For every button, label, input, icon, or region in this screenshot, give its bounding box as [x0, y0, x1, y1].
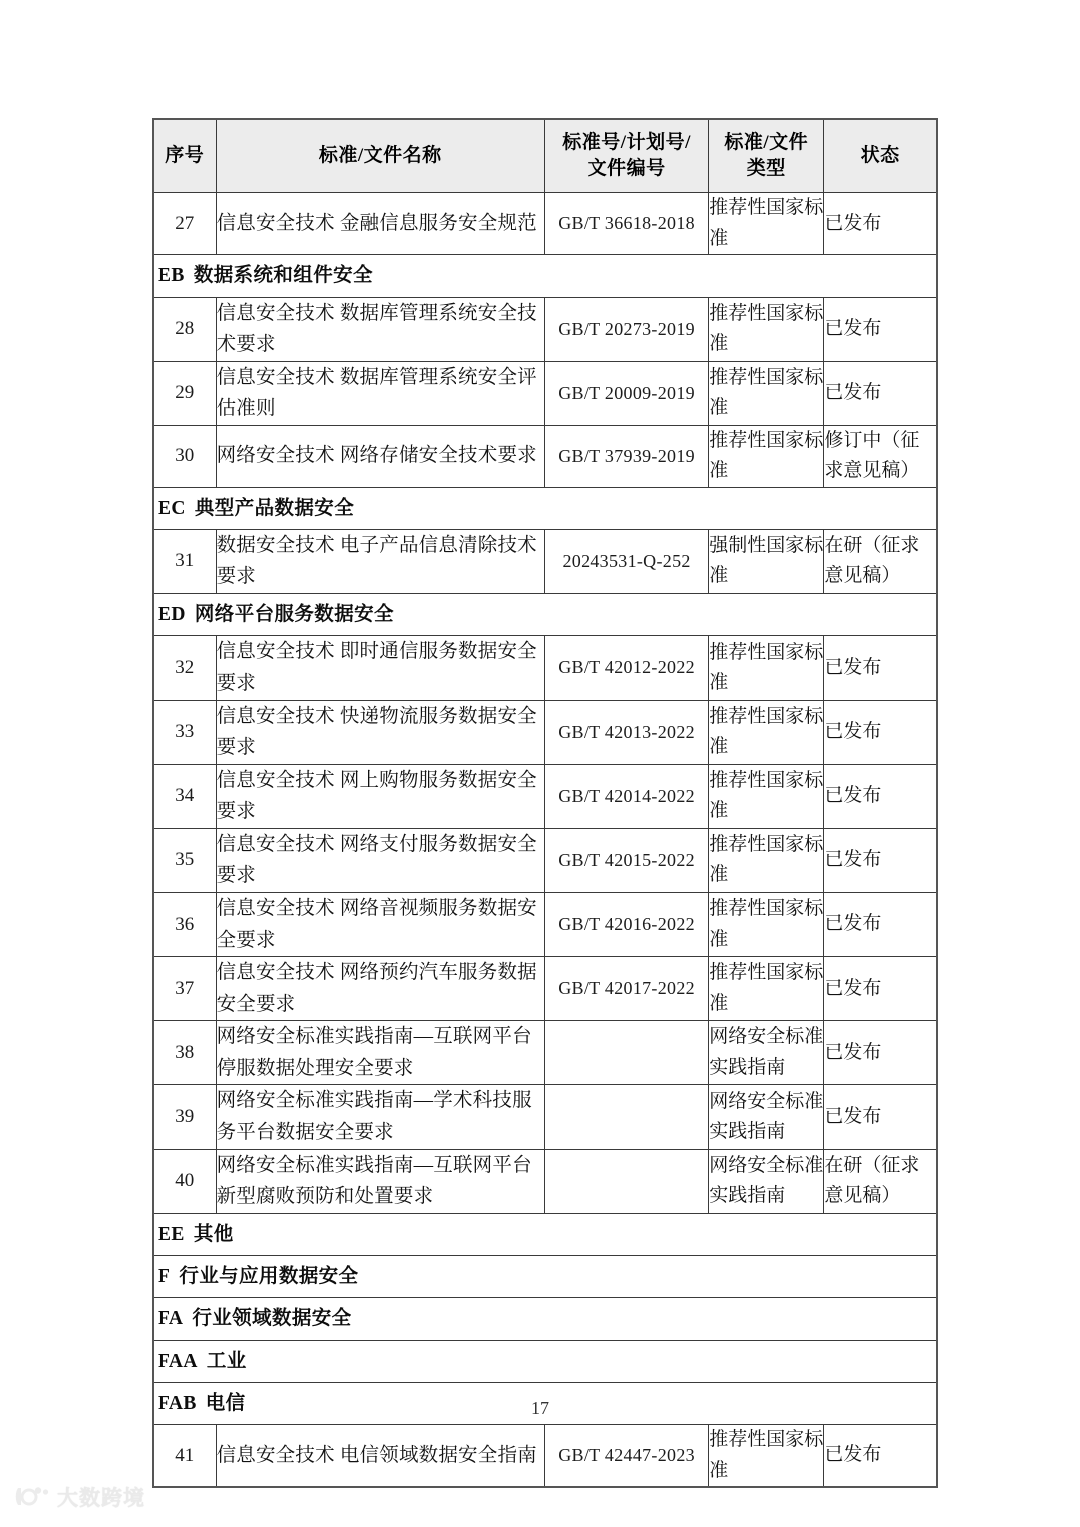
section-header-row: [153, 594, 937, 636]
cell-seq: 30: [153, 425, 216, 487]
cell-seq: 36: [153, 892, 216, 956]
cell-seq: 29: [153, 361, 216, 425]
standards-table: [152, 118, 938, 1488]
table-row: [153, 529, 937, 593]
cell-state: 已发布: [824, 892, 937, 956]
cell-state: 已发布: [824, 636, 937, 700]
cell-state: 已发布: [824, 764, 937, 828]
watermark-text: 大数跨境: [57, 1486, 145, 1510]
cell-type: 推荐性国家标准: [709, 636, 824, 700]
section-header-row: [153, 487, 937, 529]
table-row: [153, 425, 937, 487]
cell-state: 已发布: [824, 828, 937, 892]
cell-num: GB/T 42012-2022: [544, 636, 708, 700]
cell-type: 网络安全标准实践指南: [709, 1085, 824, 1149]
section-code: FAA: [158, 1350, 198, 1372]
section-title: 电信: [205, 1392, 246, 1414]
section-header-row: [153, 1256, 937, 1298]
cell-state: 已发布: [824, 361, 937, 425]
cell-seq: 32: [153, 636, 216, 700]
page-number: 17: [531, 1398, 549, 1418]
cell-state: 已发布: [824, 1021, 937, 1085]
cell-seq: 27: [153, 193, 216, 255]
cell-num: [544, 1149, 708, 1213]
cell-name: 信息安全技术 网络支付服务数据安全要求: [216, 828, 544, 892]
column-header-seq: 序号: [153, 119, 216, 193]
cell-name: 网络安全技术 网络存储安全技术要求: [216, 425, 544, 487]
cell-num: [544, 1085, 708, 1149]
cell-type: 推荐性国家标准: [709, 193, 824, 255]
section-code: ED: [158, 604, 186, 626]
cell-num: GB/T 42447-2023: [544, 1425, 708, 1487]
cell-name: 信息安全技术 网络音视频服务数据安全要求: [216, 892, 544, 956]
cell-name: 信息安全技术 网络预约汽车服务数据安全要求: [216, 957, 544, 1021]
cell-name: 信息安全技术 电信领域数据安全指南: [216, 1425, 544, 1487]
cell-name: 信息安全技术 快递物流服务数据安全要求: [216, 700, 544, 764]
cell-num: 20243531-Q-252: [544, 529, 708, 593]
cell-name: 信息安全技术 网上购物服务数据安全要求: [216, 764, 544, 828]
cell-state: 已发布: [824, 193, 937, 255]
cell-type: 网络安全标准实践指南: [709, 1021, 824, 1085]
cell-num: GB/T 20273-2019: [544, 297, 708, 361]
cell-state: 已发布: [824, 1425, 937, 1487]
table-row: [153, 700, 937, 764]
table-header-row: [153, 119, 937, 193]
cell-num: GB/T 37939-2019: [544, 425, 708, 487]
section-header-cell: [153, 1340, 937, 1382]
cell-seq: 41: [153, 1425, 216, 1487]
cell-type: 网络安全标准实践指南: [709, 1149, 824, 1213]
table-row: [153, 193, 937, 255]
cell-num: GB/T 42017-2022: [544, 957, 708, 1021]
section-header-row: [153, 1298, 937, 1340]
standards-table-body: [153, 119, 937, 1487]
table-row: [153, 764, 937, 828]
section-title: 行业领域数据安全: [192, 1308, 352, 1330]
table-row: [153, 361, 937, 425]
table-row: [153, 828, 937, 892]
section-header-cell: [153, 1256, 937, 1298]
standards-table-container: [152, 118, 938, 1488]
section-title: 其他: [193, 1223, 234, 1245]
cell-type: 推荐性国家标准: [709, 828, 824, 892]
cell-seq: 28: [153, 297, 216, 361]
section-code: FAB: [158, 1392, 197, 1414]
cell-seq: 40: [153, 1149, 216, 1213]
cell-seq: 35: [153, 828, 216, 892]
cell-type: 推荐性国家标准: [709, 957, 824, 1021]
section-code: EB: [158, 265, 185, 287]
cell-seq: 38: [153, 1021, 216, 1085]
cell-name: 信息安全技术 数据库管理系统安全评估准则: [216, 361, 544, 425]
section-code: EE: [158, 1223, 185, 1245]
table-row: [153, 1425, 937, 1487]
cell-type: 强制性国家标准: [709, 529, 824, 593]
cell-state: 已发布: [824, 297, 937, 361]
cell-type: 推荐性国家标准: [709, 700, 824, 764]
cell-num: GB/T 36618-2018: [544, 193, 708, 255]
column-header-name: 标准/文件名称: [216, 119, 544, 193]
column-header-num: [544, 119, 708, 193]
section-header-cell: [153, 1298, 937, 1340]
section-title: 典型产品数据安全: [194, 497, 355, 519]
cell-name: 信息安全技术 金融信息服务安全规范: [216, 193, 544, 255]
section-header-row: [153, 255, 937, 297]
cell-type: 推荐性国家标准: [709, 1425, 824, 1487]
cell-num: GB/T 42013-2022: [544, 700, 708, 764]
table-row: [153, 636, 937, 700]
cell-num: GB/T 42016-2022: [544, 892, 708, 956]
cell-name: 信息安全技术 即时通信服务数据安全要求: [216, 636, 544, 700]
cell-type: 推荐性国家标准: [709, 892, 824, 956]
column-header-line1: 标准/文件: [724, 132, 809, 153]
section-code: EC: [158, 497, 186, 519]
cell-seq: 39: [153, 1085, 216, 1149]
section-header-cell: [153, 255, 937, 297]
column-header-line2: 类型: [746, 158, 786, 180]
table-row: [153, 1149, 937, 1213]
paw-logo-icon: [14, 1484, 50, 1510]
cell-type: 推荐性国家标准: [709, 297, 824, 361]
table-row: [153, 957, 937, 1021]
section-title: 数据系统和组件安全: [193, 265, 373, 287]
cell-num: GB/T 42014-2022: [544, 764, 708, 828]
table-row: [153, 1085, 937, 1149]
cell-state: 在研（征求意见稿）: [824, 1149, 937, 1213]
section-header-row: [153, 1340, 937, 1382]
cell-seq: 34: [153, 764, 216, 828]
cell-state: 在研（征求意见稿）: [824, 529, 937, 593]
column-header-line1: 标准号/计划号/: [562, 132, 691, 153]
cell-seq: 37: [153, 957, 216, 1021]
cell-num: GB/T 42015-2022: [544, 828, 708, 892]
cell-name: 网络安全标准实践指南—互联网平台停服数据处理安全要求: [216, 1021, 544, 1085]
cell-state: 已发布: [824, 957, 937, 1021]
cell-type: 推荐性国家标准: [709, 764, 824, 828]
cell-name: 数据安全技术 电子产品信息清除技术要求: [216, 529, 544, 593]
section-title: 网络平台服务数据安全: [194, 604, 394, 626]
column-header-type: [709, 119, 824, 193]
cell-type: 推荐性国家标准: [709, 361, 824, 425]
cell-name: 网络安全标准实践指南—互联网平台新型腐败预防和处置要求: [216, 1149, 544, 1213]
column-header-line2: 文件编号: [587, 158, 666, 180]
table-row: [153, 1021, 937, 1085]
cell-num: [544, 1021, 708, 1085]
section-code: F: [158, 1266, 171, 1288]
section-header-cell: [153, 594, 937, 636]
column-header-state: 状态: [824, 119, 937, 193]
section-header-cell: [153, 1213, 937, 1255]
cell-seq: 31: [153, 529, 216, 593]
cell-name: 网络安全标准实践指南—学术科技服务平台数据安全要求: [216, 1085, 544, 1149]
section-title: 行业与应用数据安全: [179, 1266, 359, 1288]
cell-name: 信息安全技术 数据库管理系统安全技术要求: [216, 297, 544, 361]
cell-state: 已发布: [824, 1085, 937, 1149]
table-row: [153, 297, 937, 361]
cell-num: GB/T 20009-2019: [544, 361, 708, 425]
section-header-cell: [153, 487, 937, 529]
cell-state: 已发布: [824, 700, 937, 764]
table-row: [153, 892, 937, 956]
section-header-row: [153, 1213, 937, 1255]
cell-seq: 33: [153, 700, 216, 764]
watermark: [14, 1482, 145, 1512]
cell-state: 修订中（征求意见稿）: [824, 425, 937, 487]
cell-type: 推荐性国家标准: [709, 425, 824, 487]
section-code: FA: [158, 1308, 184, 1330]
section-title: 工业: [206, 1350, 247, 1372]
